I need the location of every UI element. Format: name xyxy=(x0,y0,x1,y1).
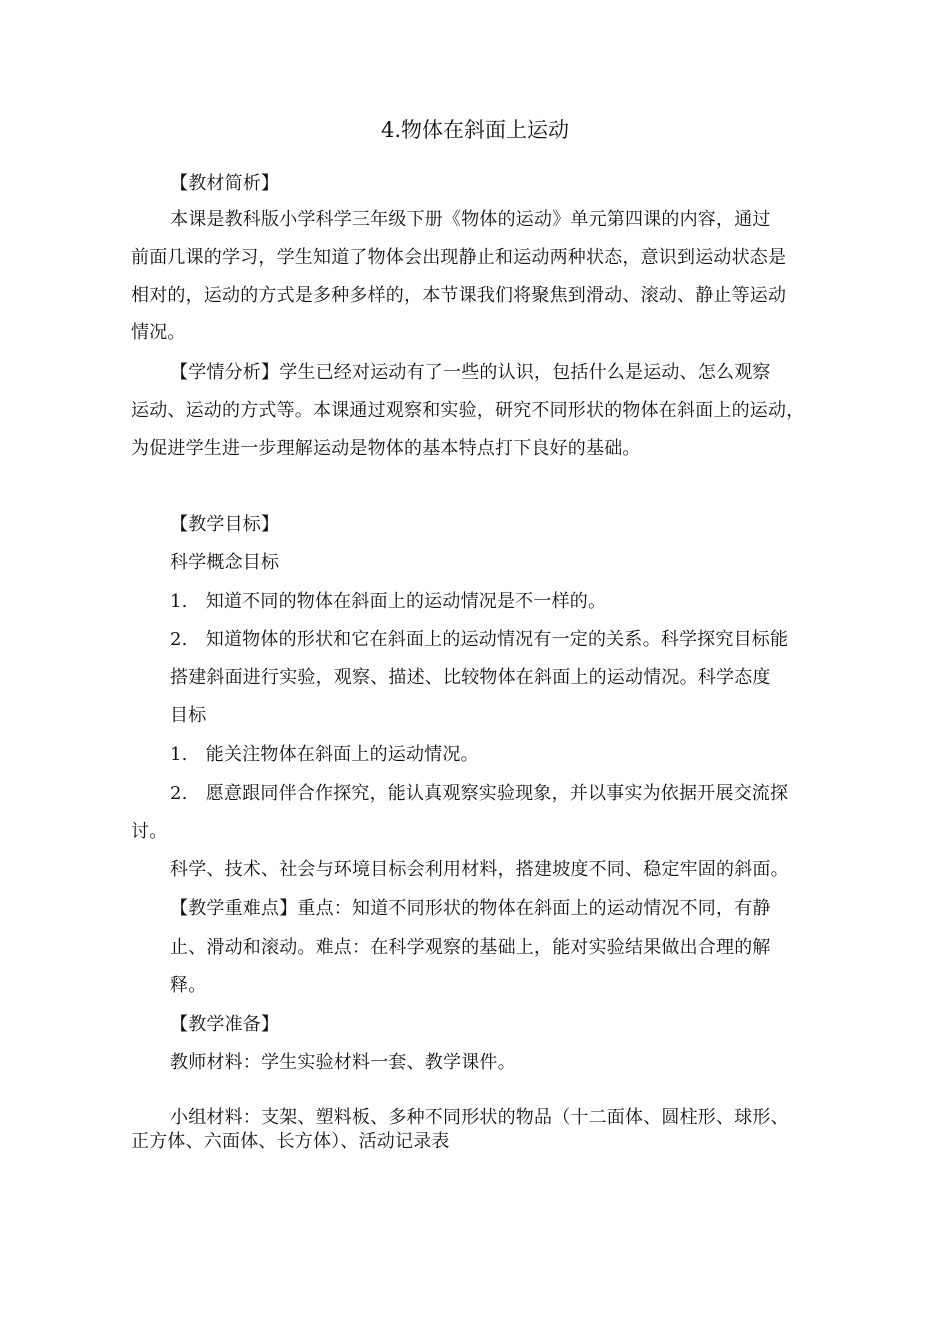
concept-item-1: 1. 知道不同的物体在斜面上的运动情况是不一样的。 xyxy=(170,591,607,612)
key-points-line-1: 【教学重难点】重点：知道不同形状的物体在斜面上的运动情况不同，有静 xyxy=(170,898,771,919)
attitude-item-2-line-1: 2. 愿意跟同伴合作探究，能认真观察实验现象，并以事实为依据开展交流探 xyxy=(170,783,789,804)
society-goal: 科学、技术、社会与环境目标会利用材料，搭建坡度不同、稳定牢固的斜面。 xyxy=(170,859,789,880)
concept-item-2-line-2: 搭建斜面进行实验，观察、描述、比较物体在斜面上的运动情况。科学态度 xyxy=(170,667,771,688)
attitude-item-1: 1. 能关注物体在斜面上的运动情况。 xyxy=(170,744,479,765)
group-materials-line-1: 小组材料：支架、塑料板、多种不同形状的物品（十二面体、圆柱形、球形、 xyxy=(170,1107,789,1128)
student-analysis-line-3: 为促进学生进一步理解运动是物体的基本特点打下良好的基础。 xyxy=(131,438,641,459)
analysis-heading: 【教材简析】 xyxy=(170,173,280,194)
group-materials-line-2: 正方体、六面体、长方体）、活动记录表 xyxy=(131,1131,450,1152)
concept-item-2-line-1: 2. 知道物体的形状和它在斜面上的运动情况有一定的关系。科学探究目标能 xyxy=(170,629,789,650)
analysis-line-2: 前面几课的学习，学生知道了物体会出现静止和运动两种状态，意识到运动状态是 xyxy=(131,247,787,268)
page-title: 4.物体在斜面上运动 xyxy=(380,118,570,142)
key-points-line-3: 释。 xyxy=(170,975,207,996)
goals-heading: 【教学目标】 xyxy=(170,514,280,535)
teacher-materials: 教师材料：学生实验材料一套、教学课件。 xyxy=(170,1052,516,1073)
analysis-line-3: 相对的，运动的方式是多种多样的，本节课我们将聚焦到滑动、滚动、静止等运动 xyxy=(131,285,787,306)
concept-item-2-line-3: 目标 xyxy=(170,705,207,726)
prep-heading: 【教学准备】 xyxy=(170,1014,280,1035)
analysis-line-1: 本课是教科版小学科学三年级下册《物体的运动》单元第四课的内容，通过 xyxy=(170,209,771,230)
concept-goals-heading: 科学概念目标 xyxy=(170,552,280,573)
attitude-item-2-line-2: 讨。 xyxy=(131,821,168,842)
student-analysis-line-2: 运动、运动的方式等。本课通过观察和实验，研究不同形状的物体在斜面上的运动， xyxy=(131,400,805,421)
analysis-line-4: 情况。 xyxy=(131,322,186,343)
student-analysis-line-1: 【学情分析】学生已经对运动有了一些的认识，包括什么是运动、怎么观察 xyxy=(170,362,771,383)
key-points-line-2: 止、滑动和滚动。难点：在科学观察的基础上，能对实验结果做出合理的解 xyxy=(170,937,771,958)
